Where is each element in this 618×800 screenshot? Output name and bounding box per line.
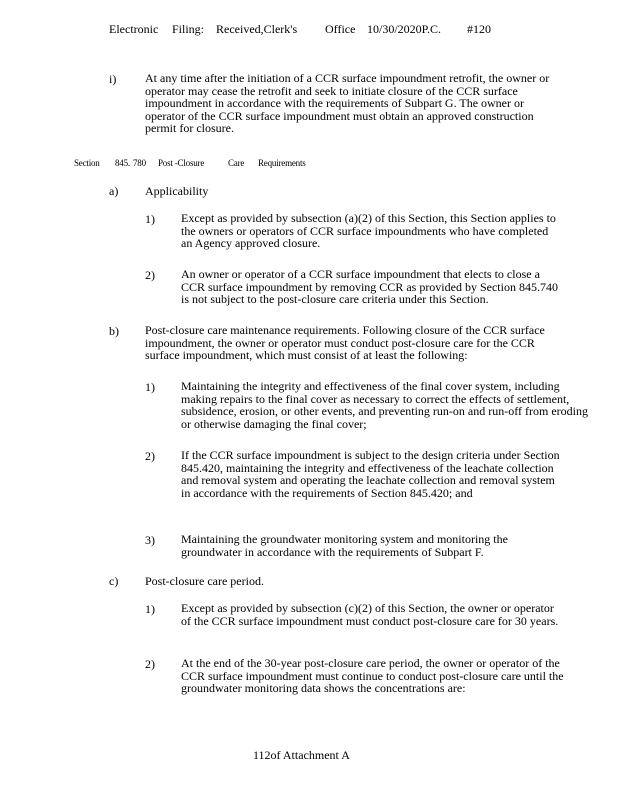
section-number: 845. <box>115 157 130 169</box>
section-requirements: Requirements <box>258 157 306 169</box>
a-label: a) <box>109 184 119 198</box>
b3-text: Maintaining the groundwater monitoring system and monitoring the groundwater in accordance with the requirements of Subpart F. <box>181 532 508 559</box>
page-footer: 112of Attachment A <box>253 748 350 762</box>
c1-text: Except as provided by subsection (c)(2) of this Section, the owner or operator of the CCR surface impoundment must conduct post-closure care for 30 years. <box>181 601 559 628</box>
b1-label: 1) <box>145 380 155 394</box>
section-title: Post -Closure <box>158 157 205 169</box>
item-i-text: At any time after the initiation of a CCR surface impoundment retrofit, the owner or operator may cease the retrofit and seek to initiate closure of the CCR surface impoundment in accordance with the requirements of Subpart G. The owner or operator of the CCR surface impoundment must obtain an approved construction permit for closure. <box>145 71 550 135</box>
header-received: Received,Clerk's <box>216 22 298 36</box>
header-electronic: Electronic <box>109 22 159 36</box>
item-i-label: i) <box>109 72 117 86</box>
b-text: Post-closure care maintenance requirements. Following closure of the CCR surface impoundment, the owner or operator must conduct post-closure care for the CCR surface impoundment, which must consist of at least the following: <box>145 323 545 362</box>
b2-label: 2) <box>145 449 155 463</box>
c-title: Post-closure care period. <box>145 574 264 588</box>
c1-label: 1) <box>145 602 155 616</box>
b-label: b) <box>109 324 119 338</box>
a2-label: 2) <box>145 268 155 282</box>
a2-text: An owner or operator of a CCR surface impoundment that elects to close a CCR surface impoundment by removing CCR as provided by Section 845.740 is not subject to the post-closure care criteria under this Section. <box>181 267 558 306</box>
c2-text: At the end of the 30-year post-closure care period, the owner or operator of the CCR surface impoundment must continue to conduct post-closure care until the groundwater monitoring data shows the concentrations are: <box>181 656 564 695</box>
section-care: Care <box>228 157 245 169</box>
a1-label: 1) <box>145 212 155 226</box>
header-filing: Filing: <box>172 22 205 36</box>
section-number2: 780 <box>133 157 146 169</box>
a-title: Applicability <box>145 184 209 198</box>
section-word: Section <box>74 157 100 169</box>
b2-text: If the CCR surface impoundment is subject to the design criteria under Section 845.420, maintaining the integrity and effectiveness of the leachate collection and removal system and operating the leachate collection and removal system in accordance with the requirements of Section 845.420; and <box>181 448 560 500</box>
c-label: c) <box>109 574 119 588</box>
header-date: 10/30/2020P.C. <box>367 22 442 36</box>
b1-text: Maintaining the integrity and effectiveness of the final cover system, including making repairs to the final cover as necessary to correct the effects of settlement, subsidence, erosion, or other events, and preventing run-on and run-off from eroding or otherwise damaging the final cover; <box>181 379 588 431</box>
header-number: #120 <box>467 22 491 36</box>
a1-text: Except as provided by subsection (a)(2) of this Section, this Section applies to the owners or operators of CCR surface impoundments who have completed an Agency approved closure. <box>181 211 556 250</box>
c2-label: 2) <box>145 657 155 671</box>
b3-label: 3) <box>145 533 155 547</box>
header-office: Office <box>325 22 356 36</box>
